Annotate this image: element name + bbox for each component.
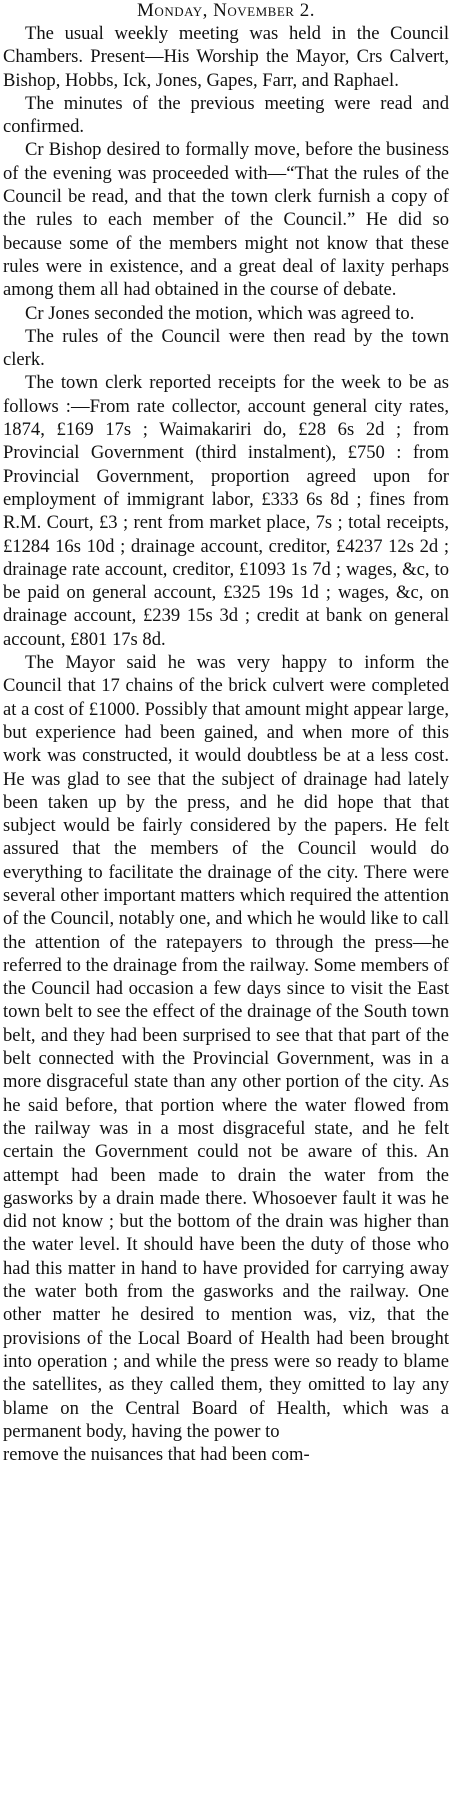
paragraph-rules-read: The rules of the Council were then read by the town clerk.	[3, 325, 449, 371]
paragraph-attendance: The usual weekly meeting was held in the Council Chambers. Present—His Worship the Mayor, Crs Calvert, Bishop, Hobbs, Ick, Jones, Gapes, Farr, and Raphael.	[3, 23, 449, 91]
article-heading: Monday, November 2.	[137, 0, 315, 21]
paragraph-bishop-motion: Cr Bishop desired to formally move, before the business of the evening was proceeded with—“That the rules of the Council be read, and that the town clerk furnish a copy of the rules to each member of the Council.” He did so because some of the members might not know that these rules were in existence, and a great deal of laxity perhaps among them all had obtained in the course of debate.	[3, 139, 449, 301]
paragraph-jones-seconded: Cr Jones seconded the motion, which was agreed to.	[25, 302, 415, 324]
paragraph-cut-line: remove the nuisances that had been com-	[3, 1444, 310, 1466]
paragraph-mayor-remarks: The Mayor said he was very happy to inform the Council that 17 chains of the brick culvert were completed at a cost of £1000. Possibly that amount might appear large, but experience had been gained, and when more of this work was constructed, it would doubtless be at a less cost. He was glad to see that the subject of drainage had lately been taken up by the press, and he did hope that that subject would be fairly considered by the papers. He felt assured that the members of the Council would do everything to facilitate the drainage of the city. There were several other important matters which required the attention of the Council, notably one, and which he would like to call the attention of the ratepayers to through the press—he referred to the drainage from the railway. Some members of the Council had occasion a few days since to visit the East town belt to see the effect of the drainage of the South town belt, and they had been surprised to see that that part of the belt connected with the Provincial Government, was in a more disgraceful state than any other portion of the city. As he said before, that portion where the water flowed from the railway was in a most disgraceful state, and he felt certain the Government could not be aware of this. An attempt had been made to drain the water from the gasworks by a drain made there. Whosoever fault it was he did not know ; but the bottom of the drain was higher than the water level. It should have been the duty of those who had this matter in hand to have provided for carrying away the water both from the gasworks and the railway. One other matter he desired to mention was, viz, that the provisions of the Local Board of Health had been brought into operation ; and while the press were so ready to blame the satellites, as they called them, they omitted to lay any blame on the Central Board of Health, which was a permanent body, having the power to	[3, 652, 449, 1442]
paragraph-receipts: The town clerk reported receipts for the week to be as follows :—From rate collector, account general city rates, 1874, £169 17s ; Waimakariri do, £28 6s 2d ; from Provincial Government (third instalment), £750 : from Provincial Government, proportion agreed upon for employment of immigrant labor, £333 6s 8d ; fines from R.M. Court, £3 ; rent from market place, 7s ; total receipts, £1284 16s 10d ; drainage account, creditor, £4237 12s 2d ; drainage rate account, creditor, £1093 1s 7d ; wages, &c, to be paid on general account, £325 19s 1d ; wages, &c, on drainage account, £239 15s 3d ; credit at bank on general account, £801 17s 8d.	[3, 372, 449, 650]
newspaper-column	[3, 0, 449, 1820]
paragraph-minutes: The minutes of the previous meeting were read and confirmed.	[3, 92, 449, 138]
